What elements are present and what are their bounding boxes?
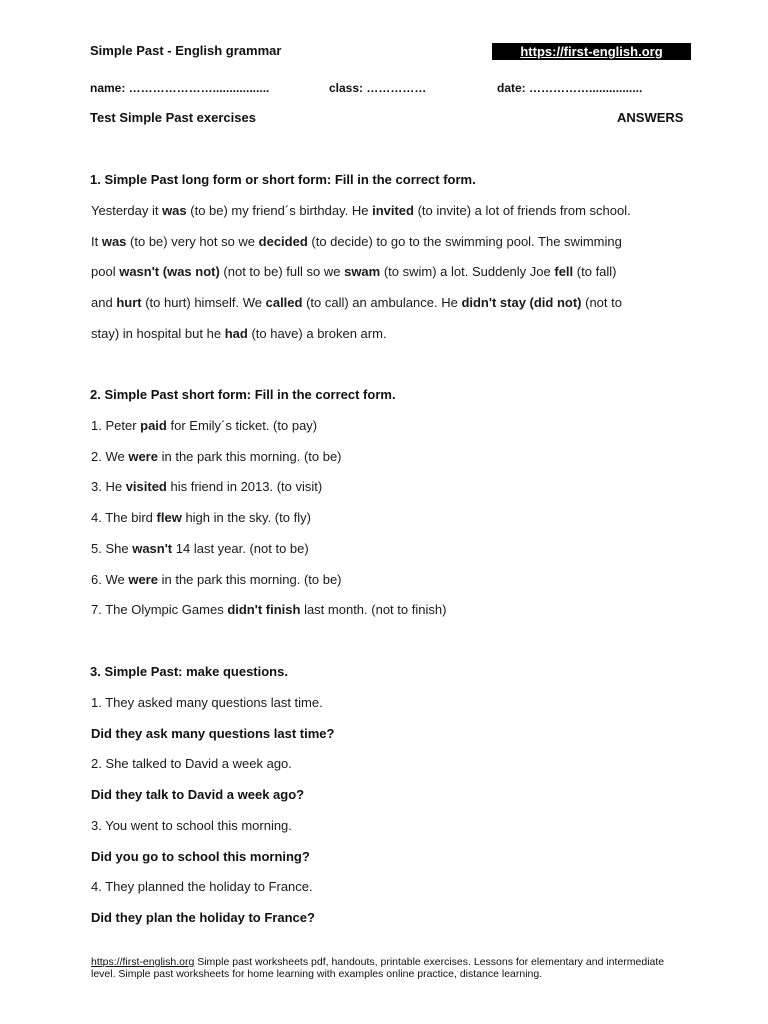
answer-word: wasn't [132,541,173,556]
sentence-text: (to swim) a lot. Suddenly Joe [380,264,555,279]
fill-in-item [91,572,342,587]
test-title: Test Simple Past exercises [90,110,256,125]
sentence-text: last month. (not to finish) [300,602,447,617]
footer-text: Simple past worksheets pdf, handouts, printable exercises. Lessons for elementary and intermediate level. Simple past worksheets for home learning with examples online practice, distance learning. [91,956,665,980]
sentence-text: (to be) very hot so we [126,234,259,249]
footer-note [91,956,691,980]
sentence-text: 1. Peter [91,418,141,433]
section3-heading: 3. Simple Past: make questions. [90,664,288,679]
fill-in-item [91,418,317,433]
answer-word: was [162,203,187,218]
statement-item: 4. They planned the holiday to France. [91,879,313,894]
sentence-text: his friend in 2013. (to visit) [166,479,323,494]
paragraph-line [91,326,387,341]
fill-in-item [91,602,446,617]
sentence-text: and [91,295,117,310]
sentence-text: (to hurt) himself. We [141,295,266,310]
answer-word: wasn't (was not) [119,264,220,279]
sentence-text: 5. She [91,541,133,556]
sentence-text: stay) in hospital but he [91,326,225,341]
statement-item: 1. They asked many questions last time. [91,695,323,710]
question-answer: Did you go to school this morning? [91,849,310,864]
answer-word: flew [156,510,182,525]
question-answer: Did they talk to David a week ago? [91,787,305,802]
sentence-text: 2. We [91,449,129,464]
sentence-text: (to invite) a lot of friends from school. [413,203,631,218]
paragraph-line [91,234,622,249]
answer-word: called [265,295,303,310]
answer-word: was [101,234,127,249]
sentence-text: (to call) an ambulance. He [302,295,462,310]
answer-word: decided [258,234,308,249]
answer-word: visited [125,479,167,494]
header-title: Simple Past - English grammar [90,43,282,58]
answer-word: swam [344,264,381,279]
sentence-text: 4. The bird [91,510,157,525]
sentence-text: 6. We [91,572,129,587]
answer-word: paid [140,418,167,433]
header-url-link[interactable]: https://first-english.org [492,43,691,60]
statement-item: 2. She talked to David a week ago. [91,756,292,771]
fill-in-item [91,449,342,464]
class-field: class: …………… [329,81,427,95]
paragraph-line [91,264,617,279]
fill-in-item [91,479,322,494]
sentence-text: (to fall) [573,264,617,279]
sentence-text: (to decide) to go to the swimming pool. The swimming [307,234,622,249]
sentence-text: 14 last year. (not to be) [172,541,309,556]
answer-word: didn't stay (did not) [461,295,582,310]
sentence-text: (to have) a broken arm. [247,326,387,341]
statement-item: 3. You went to school this morning. [91,818,292,833]
footer-link[interactable]: https://first-english.org [91,956,195,968]
sentence-text: 3. He [91,479,126,494]
paragraph-line [91,295,622,310]
answer-word: were [128,572,158,587]
answer-word: fell [554,264,574,279]
question-answer: Did they ask many questions last time? [91,726,335,741]
date-field: date: ……………................ [497,81,643,95]
sentence-text: in the park this morning. (to be) [157,449,342,464]
sentence-text: high in the sky. (to fly) [181,510,311,525]
sentence-text: pool [91,264,120,279]
paragraph-line [91,203,631,218]
answer-word: had [224,326,248,341]
section1-heading: 1. Simple Past long form or short form: Fill in the correct form. [90,172,476,187]
answer-word: hurt [116,295,142,310]
sentence-text: It [91,234,102,249]
section2-heading: 2. Simple Past short form: Fill in the correct form. [90,387,396,402]
name-field: name: …………………................. [90,81,270,95]
fill-in-item [91,510,311,525]
question-answer: Did they plan the holiday to France? [91,910,315,925]
sentence-text: Yesterday it [91,203,163,218]
sentence-text: in the park this morning. (to be) [157,572,342,587]
sentence-text: for Emily´s ticket. (to pay) [166,418,318,433]
answer-word: invited [372,203,414,218]
sentence-text: (not to [581,295,622,310]
answer-word: were [128,449,158,464]
sentence-text: 7. The Olympic Games [91,602,228,617]
answers-label: ANSWERS [617,110,684,125]
fill-in-item [91,541,309,556]
sentence-text: (not to be) full so we [219,264,345,279]
sentence-text: (to be) my friend´s birthday. He [186,203,373,218]
answer-word: didn't finish [227,602,301,617]
